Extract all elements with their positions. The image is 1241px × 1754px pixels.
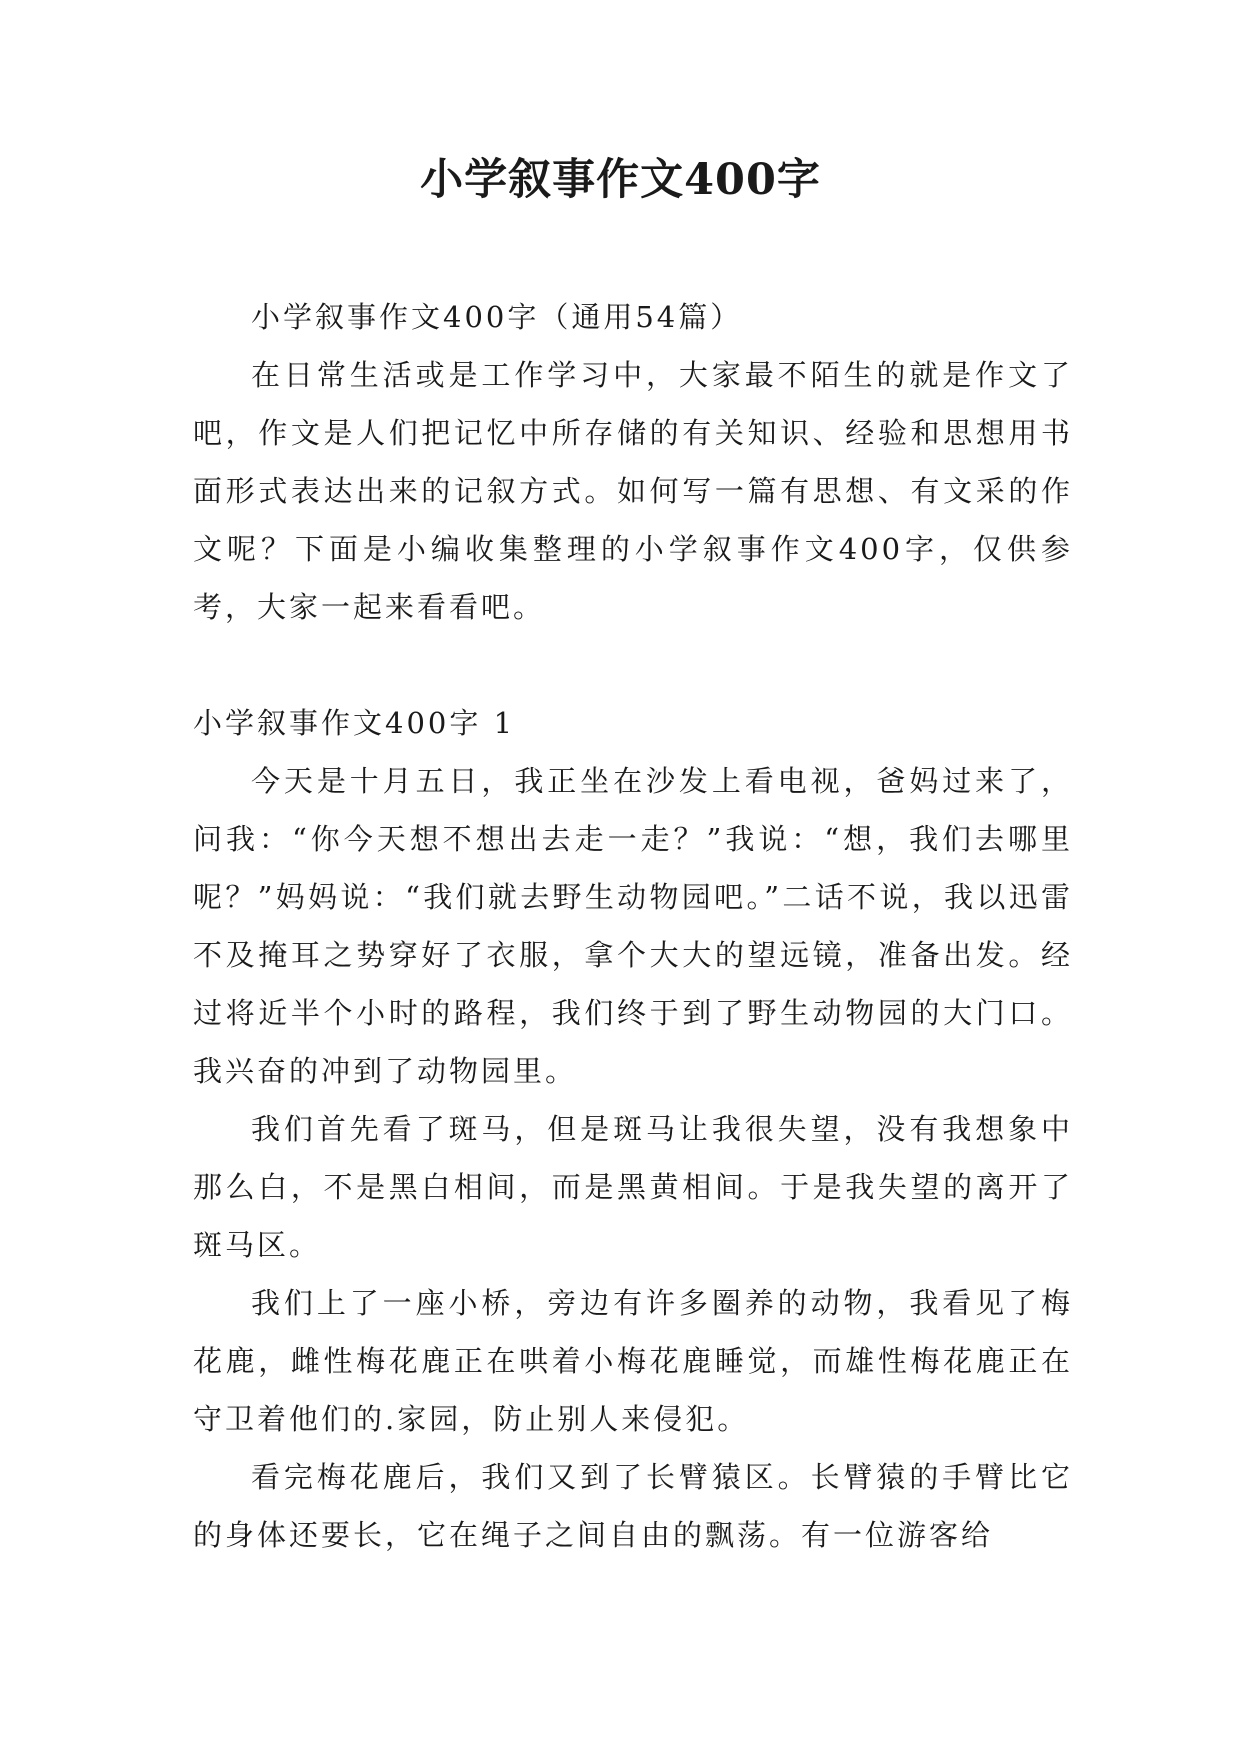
body-paragraph: 我们上了一座小桥，旁边有许多圈养的动物，我看见了梅花鹿，雌性梅花鹿正在哄着小梅花鹿睡觉，而雄性梅花鹿正在守卫着他们的.家园，防止别人来侵犯。	[193, 1286, 1073, 1436]
body-paragraph: 今天是十月五日，我正坐在沙发上看电视，爸妈过来了，问我：“你今天想不想出去走一走？”我说：“想，我们去哪里呢？”妈妈说：“我们就去野生动物园吧。”二话不说，我以迅雷不及掩耳之势穿好了衣服，拿个大大的望远镜，准备出发。经过将近半个小时的路程，我们终于到了野生动物园的大门口。我兴奋的冲到了动物园里。	[193, 764, 1073, 1088]
document-body	[193, 288, 1073, 1564]
document-title: 小学叙事作文400字	[420, 155, 821, 205]
section-heading: 小学叙事作文400字 1	[193, 706, 516, 740]
document-subtitle: 小学叙事作文400字（通用54篇）	[251, 300, 743, 334]
intro-paragraph: 在日常生活或是工作学习中，大家最不陌生的就是作文了吧，作文是人们把记忆中所存储的有关知识、经验和思想用书面形式表达出来的记叙方式。如何写一篇有思想、有文采的作文呢？下面是小编收集整理的小学叙事作文400字，仅供参考，大家一起来看看吧。	[193, 358, 1073, 624]
body-paragraph: 我们首先看了斑马，但是斑马让我很失望，没有我想象中那么白，不是黑白相间，而是黑黄相间。于是我失望的离开了斑马区。	[193, 1112, 1073, 1262]
body-paragraph: 看完梅花鹿后，我们又到了长臂猿区。长臂猿的手臂比它的身体还要长，它在绳子之间自由的飘荡。有一位游客给	[193, 1460, 1073, 1552]
